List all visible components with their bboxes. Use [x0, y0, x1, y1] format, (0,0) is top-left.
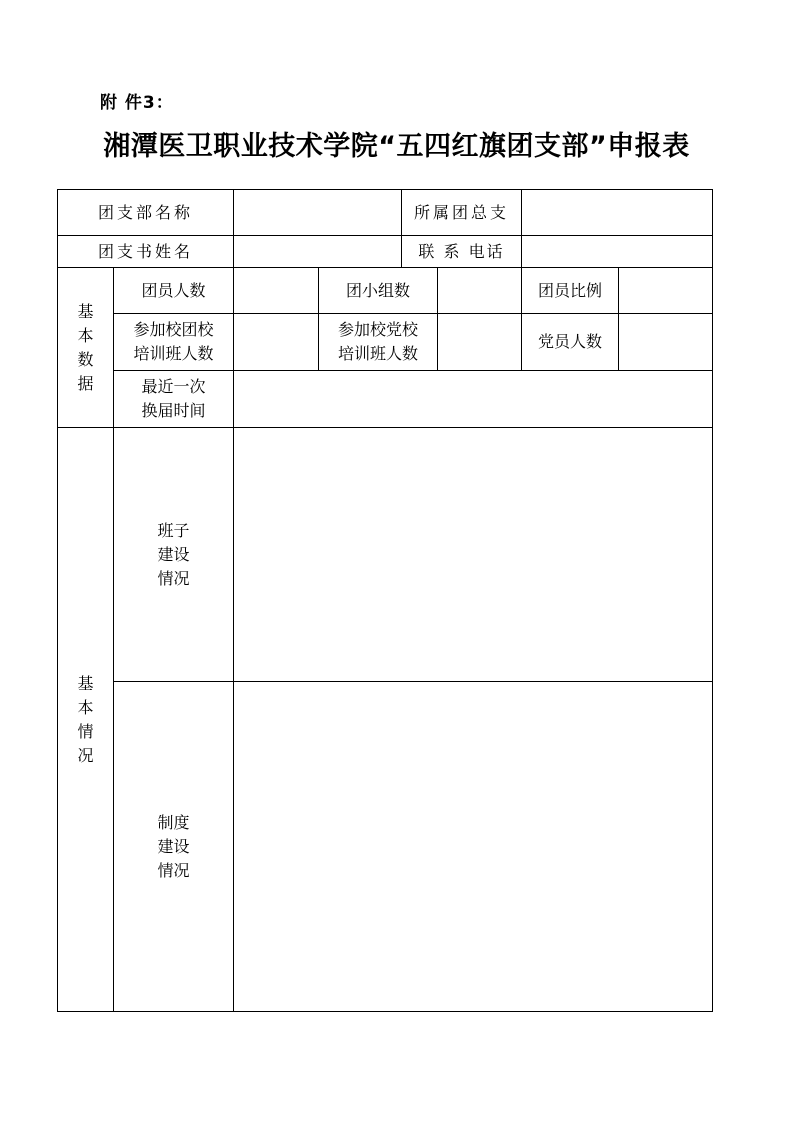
application-form	[57, 189, 713, 1012]
system-building-label: 制度 建设 情况	[157, 812, 190, 880]
party-member-count-label: 党员人数	[537, 332, 602, 351]
member-ratio-label: 团员比例	[537, 280, 602, 300]
branch-name-label: 团支部名称	[97, 202, 193, 222]
secretary-name-label: 团支书姓名	[97, 241, 193, 261]
basic-data-label: 基 本 数 据	[77, 301, 94, 393]
team-building-label: 班子 建设 情况	[157, 520, 190, 588]
league-training-field[interactable]	[234, 314, 318, 370]
page-title: 湘潭医卫职业技术学院“五四红旗团支部”申报表	[103, 131, 690, 162]
branch-name-field[interactable]	[234, 190, 401, 235]
secretary-name-field[interactable]	[234, 236, 401, 267]
system-building-field[interactable]	[234, 682, 712, 1011]
member-ratio-field[interactable]	[619, 268, 712, 313]
league-training-label: 参加校团校 培训班人数	[133, 320, 214, 363]
party-member-count-field[interactable]	[619, 314, 712, 370]
last-election-field[interactable]	[234, 371, 712, 427]
last-election-label: 最近一次 换届时间	[141, 377, 206, 420]
contact-phone-field[interactable]	[522, 236, 712, 267]
party-training-label: 参加校党校 培训班人数	[337, 320, 418, 363]
member-count-label: 团员人数	[141, 280, 206, 300]
party-training-field[interactable]	[438, 314, 521, 370]
team-building-field[interactable]	[234, 428, 712, 681]
group-count-field[interactable]	[438, 268, 521, 313]
affiliated-general-branch-label: 所属团总支	[413, 202, 509, 222]
group-count-label: 团小组数	[345, 280, 410, 300]
affiliated-general-branch-field[interactable]	[522, 190, 712, 235]
contact-phone-label: 联 系 电话	[418, 241, 505, 261]
member-count-field[interactable]	[234, 268, 318, 313]
attachment-label: 附 件3：	[100, 93, 174, 113]
basic-situation-label: 基 本 情 况	[77, 673, 94, 765]
